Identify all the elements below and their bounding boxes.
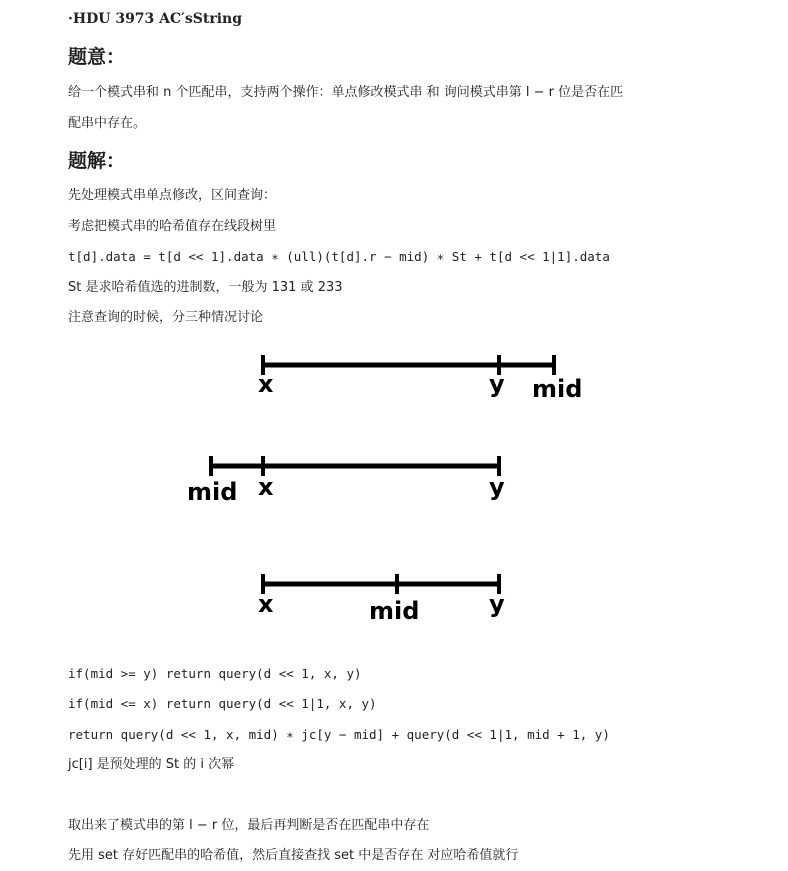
hash-formula: t[d].data = t[d << 1].data ∗ (ull)(t[d].r − mid) ∗ St + t[d << 1|1].data	[68, 249, 610, 264]
case-3-label-x: x	[258, 590, 274, 618]
st-note: St 是求哈希值选的进制数，一般为 131 或 233	[68, 280, 343, 295]
code-line-2: if(mid <= x) return query(d << 1|1, x, y)	[68, 696, 377, 711]
final-line-2: 先用 set 存好匹配串的哈希值，然后直接查找 set 中是否存在 对应哈希值就行	[68, 848, 519, 863]
solution-line-2: 考虑把模式串的哈希值存在线段树里	[68, 219, 277, 234]
case-1-label-mid: mid	[532, 375, 583, 403]
solution-line-1: 先处理模式串单点修改，区间查询：	[68, 188, 277, 203]
jc-note: jc[i] 是预处理的 St 的 i 次幂	[68, 757, 235, 772]
case-2-diagram	[187, 456, 505, 506]
code-line-1: if(mid >= y) return query(d << 1, x, y)	[68, 666, 362, 681]
query-note: 注意查询的时候，分三种情况讨论	[68, 310, 264, 325]
case-3-label-mid: mid	[369, 597, 420, 625]
case-1-diagram	[258, 355, 582, 403]
article-title: ·HDU 3973 AC′sString	[68, 11, 242, 27]
problem-text-line-2: 配串中存在。	[68, 116, 147, 131]
code-line-3: return query(d << 1, x, mid) ∗ jc[y − mid] + query(d << 1|1, mid + 1, y)	[68, 727, 610, 742]
case-2-label-mid: mid	[187, 478, 238, 506]
solution-heading: 题解：	[68, 150, 126, 172]
case-3-label-y: y	[489, 590, 505, 618]
case-2-label-y: y	[489, 473, 505, 501]
case-1-label-x: x	[258, 370, 274, 398]
case-3-diagram	[258, 574, 505, 625]
problem-heading: 题意：	[68, 46, 126, 68]
case-1-label-y: y	[489, 370, 505, 398]
problem-text-line-1: 给一个模式串和 n 个匹配串，支持两个操作：单点修改模式串 和 询问模式串第 l − r 位是否在匹	[68, 85, 624, 100]
case-2-label-x: x	[258, 473, 274, 501]
final-line-1: 取出来了模式串的第 l − r 位，最后再判断是否在匹配串中存在	[68, 818, 430, 833]
